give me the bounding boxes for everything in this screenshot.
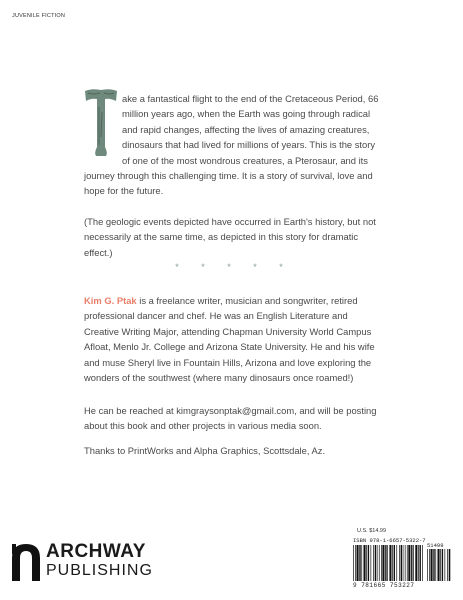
barcode-bar (415, 545, 417, 581)
barcode-bar (431, 549, 433, 581)
barcode-bar (373, 545, 374, 581)
barcode-bar (405, 545, 406, 581)
barcode-bar (368, 545, 369, 581)
barcode-bar (387, 545, 388, 581)
barcode-bar (445, 549, 446, 581)
bio-text: is a freelance writer, musician and songwriter, retired professional dancer and chef. He was an English Literature and Creative Writing Major, attending Chapman University World Campus Afloat, Menlo Jr. College and Arizona State University. He and his wife and muse Sheryl live in Fountain Hills, Arizona and love exploring the wonders of the southwest (where many dinosaurs once roamed!) (84, 295, 375, 384)
barcode-addon-text: 51499 (427, 542, 444, 549)
barcode-bar (420, 545, 421, 581)
drop-cap (84, 87, 118, 157)
barcode-bar (411, 545, 412, 581)
contact-paragraph: He can be reached at kimgraysonptak@gmail.com, and will be posting about this book and other projects in various media soon. (84, 405, 377, 432)
barcode-bar (407, 545, 408, 581)
author-name: Kim G. Ptak (84, 295, 137, 306)
section-separator: * * * * * (175, 262, 293, 272)
barcode-bar (429, 549, 430, 581)
barcode-bar (389, 545, 391, 581)
barcode-bar (418, 545, 419, 581)
category-label: JUVENILE FICTION (12, 13, 66, 19)
barcode-bar (359, 545, 360, 581)
publisher-name-line1: ARCHWAY (46, 541, 146, 562)
barcode-bar (396, 545, 397, 581)
barcode-bar (442, 549, 443, 581)
barcode-bar (399, 545, 400, 581)
barcode-bar (375, 545, 376, 581)
barcode-bar (353, 545, 354, 581)
author-bio (84, 293, 384, 385)
barcode-bar (433, 549, 434, 581)
barcode-bar (355, 545, 356, 581)
barcode-bar (422, 545, 423, 581)
barcode-bar (379, 545, 380, 581)
barcode-number: 9 781665 753227 (353, 582, 415, 589)
barcode-bar (394, 545, 395, 581)
note-paragraph: (The geologic events depicted have occurred in Earth's history, but not necessarily at the same time, as depicted in this story for dramatic effect.) (84, 216, 376, 258)
barcode-bar (447, 549, 448, 581)
barcode-bar (403, 545, 404, 581)
barcode-bar (401, 545, 402, 581)
barcode-bar (366, 545, 367, 581)
barcode-bar (413, 545, 414, 581)
barcode-bar (357, 545, 359, 581)
barcode-bar (381, 545, 382, 581)
barcode-bar (440, 549, 441, 581)
publisher-name-line2: PUBLISHING (46, 562, 153, 579)
barcode-bar (364, 545, 366, 581)
publisher-logo (10, 540, 170, 585)
barcode-bar (377, 545, 378, 581)
archway-arch-icon (10, 540, 42, 582)
barcode-bar (361, 545, 362, 581)
barcode-bar (408, 545, 410, 581)
barcode-bar (392, 545, 393, 581)
isbn-text: ISBN 978-1-6657-5322-7 (353, 537, 426, 544)
barcode-bar (385, 545, 386, 581)
barcode-bar (371, 545, 372, 581)
barcode (349, 536, 456, 591)
barcode-bar (427, 549, 428, 581)
barcode-bar (382, 545, 384, 581)
barcode-bar (435, 549, 436, 581)
barcode-bar (438, 549, 440, 581)
barcode-bar (449, 549, 450, 581)
thanks-paragraph: Thanks to PrintWorks and Alpha Graphics, Scottsdale, Az. (84, 445, 326, 456)
price-label: U.S. $14.99 (357, 528, 387, 534)
intro-paragraph: ake a fantastical flight to the end of the Cretaceous Period, 66 million years ago, when the Earth was going through radical and rapid changes, affecting the lives of amazing creatures, dinosaurs that had lived for millions of years. This is the story of one of the most wondrous creatures, a Pterosaur, and its journey through this challenging time. It is a story of survival, love and hope for the future. (84, 91, 384, 199)
